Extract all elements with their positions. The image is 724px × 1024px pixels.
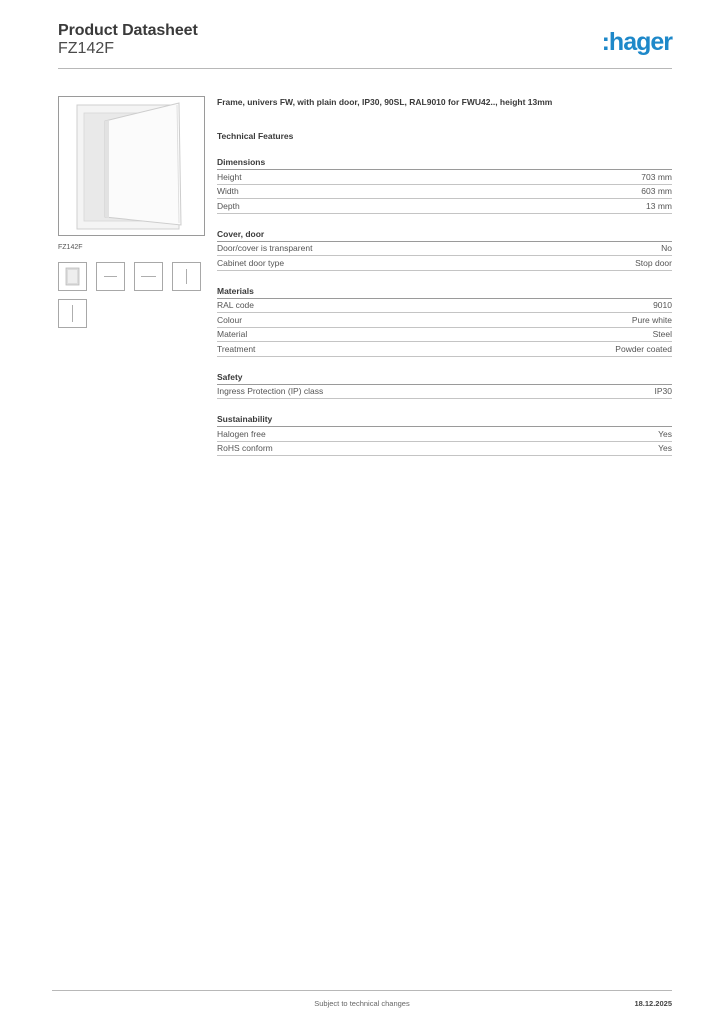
- spec-label: Colour: [217, 314, 243, 325]
- footer-divider: [52, 990, 672, 991]
- spec-row: [217, 313, 672, 328]
- spec-label: Door/cover is transparent: [217, 243, 313, 254]
- spec-label: RAL code: [217, 300, 255, 311]
- spec-label: Treatment: [217, 343, 256, 354]
- spec-row: [217, 328, 672, 343]
- spec-label: Cabinet door type: [217, 257, 285, 268]
- section-title: Safety: [217, 371, 672, 385]
- spec-value: 703 mm: [641, 171, 672, 182]
- technical-content: [217, 96, 672, 456]
- spec-row: [217, 385, 672, 400]
- spec-value: IP30: [654, 386, 672, 397]
- spec-label: Depth: [217, 200, 240, 211]
- section-title: Cover, door: [217, 228, 672, 242]
- section-materials: [217, 285, 672, 357]
- spec-value: Stop door: [635, 257, 672, 268]
- spec-value: Yes: [658, 443, 672, 454]
- product-code: FZ142F: [58, 40, 115, 57]
- thumbnail-drawing-detail[interactable]: [58, 299, 87, 328]
- spec-label: Material: [217, 329, 248, 340]
- spec-label: Halogen free: [217, 428, 266, 439]
- spec-value: Powder coated: [615, 343, 672, 354]
- spec-row: [217, 427, 672, 442]
- page-header: [58, 22, 672, 70]
- spec-label: Width: [217, 186, 239, 197]
- technical-features-heading: Technical Features: [217, 131, 294, 141]
- section-title: Sustainability: [217, 413, 672, 427]
- spec-row: [217, 170, 672, 185]
- section-sustainability: [217, 413, 672, 456]
- spec-label: Height: [217, 171, 242, 182]
- spec-value: Yes: [658, 428, 672, 439]
- spec-row: [217, 256, 672, 271]
- spec-label: Ingress Protection (IP) class: [217, 386, 324, 397]
- hager-logo: :hager: [601, 28, 672, 56]
- thumbnail-drawing-front[interactable]: [96, 262, 125, 291]
- spec-value: No: [661, 243, 672, 254]
- footer-note: Subject to technical changes: [314, 999, 410, 1008]
- image-caption: FZ142F: [58, 244, 83, 251]
- spec-value: Steel: [652, 329, 672, 340]
- spec-value: 13 mm: [646, 200, 672, 211]
- spec-value: 9010: [653, 300, 672, 311]
- spec-row: [217, 242, 672, 257]
- section-safety: [217, 371, 672, 400]
- section-title: Materials: [217, 285, 672, 299]
- section-title: Dimensions: [217, 156, 672, 170]
- thumbnail-drawing-side[interactable]: [134, 262, 163, 291]
- thumbnail-product-photo[interactable]: [58, 262, 87, 291]
- spec-value: 603 mm: [641, 186, 672, 197]
- spec-row: [217, 342, 672, 357]
- page-title: Product Datasheet: [58, 22, 198, 39]
- spec-row: [217, 185, 672, 200]
- spec-row: [217, 299, 672, 314]
- product-description: Frame, univers FW, with plain door, IP30, 90SL, RAL9010 for FWU42.., height 13mm: [217, 97, 553, 107]
- footer-date: 18.12.2025: [634, 999, 672, 1008]
- product-image[interactable]: [58, 96, 205, 236]
- header-divider: [58, 68, 672, 69]
- section-cover-door: [217, 228, 672, 271]
- section-dimensions: [217, 156, 672, 214]
- spec-row: [217, 442, 672, 457]
- spec-value: Pure white: [631, 314, 672, 325]
- spec-label: RoHS conform: [217, 443, 273, 454]
- spec-row: [217, 199, 672, 214]
- thumbnail-drawing-top[interactable]: [172, 262, 201, 291]
